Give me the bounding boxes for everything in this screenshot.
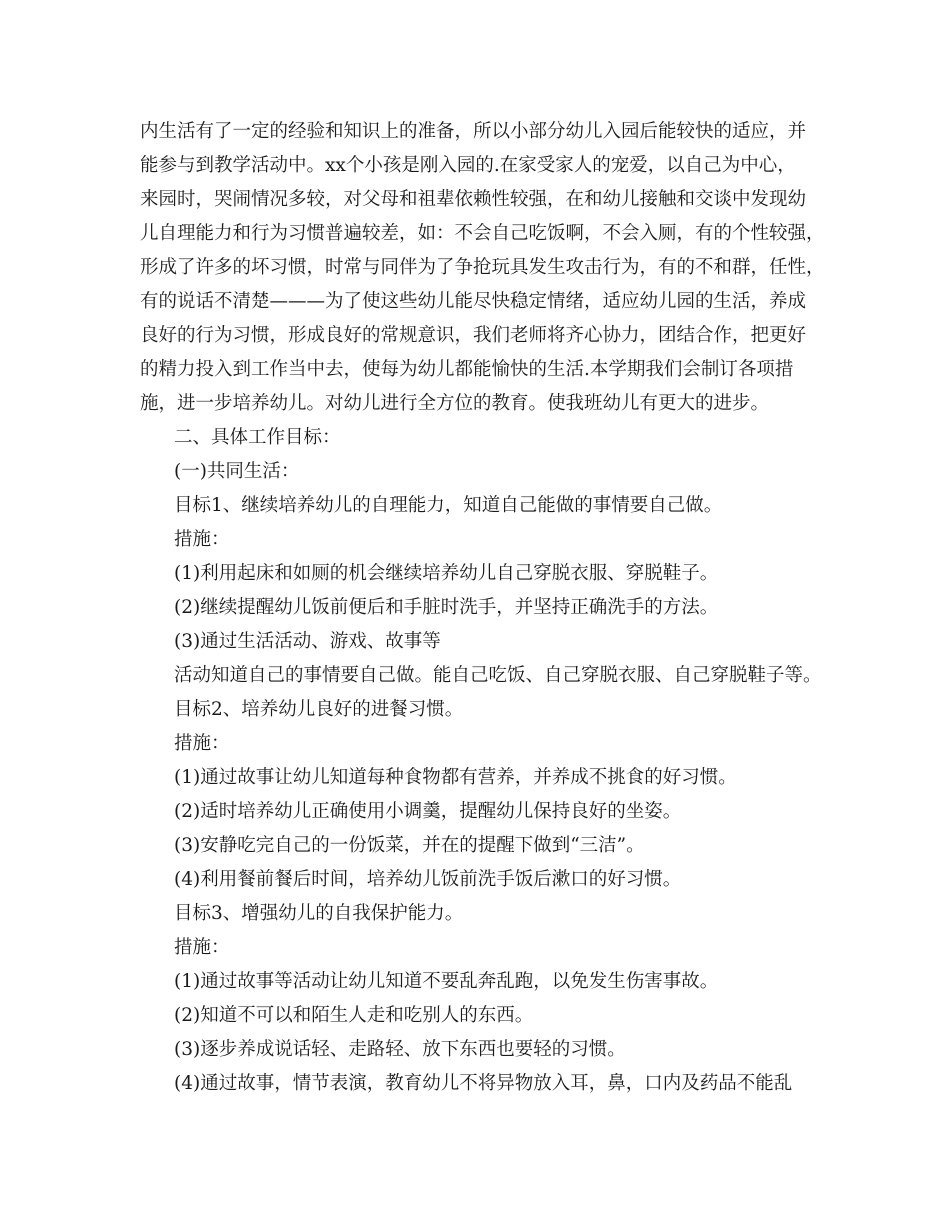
subsection-heading: (一)共同生活： xyxy=(174,461,300,482)
paragraph-line: 来园时，哭闹情况多较，对父母和祖辈依赖性较强，在和幼儿接触和交谈中发现幼 xyxy=(140,189,807,210)
paragraph-line: 有的说话不清楚———为了使这些幼儿能尽快稳定情绪，适应幼儿园的生活，养成 xyxy=(140,291,807,312)
measure-item: (3)通过生活活动、游戏、故事等 xyxy=(174,631,441,652)
goal-title: 目标3、增强幼儿的自我保护能力。 xyxy=(174,903,464,924)
measures-label: 措施： xyxy=(174,529,230,550)
measure-item: (4)通过故事，情节表演，教育幼儿不将异物放入耳，鼻，口内及药品不能乱 xyxy=(174,1073,793,1094)
measure-item: (1)通过故事等活动让幼儿知道不要乱奔乱跑，以免发生伤害事故。 xyxy=(174,971,719,992)
goal-title: 目标1、继续培养幼儿的自理能力，知道自己能做的事情要自己做。 xyxy=(174,495,723,516)
paragraph-line: 儿自理能力和行为习惯普遍较差，如：不会自己吃饭啊，不会入厕，有的个性较强， xyxy=(140,223,825,244)
measure-item: (3)安静吃完自己的一份饭菜，并在的提醒下做到“三洁”。 xyxy=(174,835,645,856)
measure-item: (1)通过故事让幼儿知道每种食物都有营养，并养成不挑食的好习惯。 xyxy=(174,767,737,788)
measure-item: (1)利用起床和如厕的机会继续培养幼儿自己穿脱衣服、穿脱鞋子。 xyxy=(174,563,719,584)
measure-item: (2)知道不可以和陌生人走和吃别人的东西。 xyxy=(174,1005,534,1026)
section-heading: 二、具体工作目标： xyxy=(174,427,341,448)
paragraph-line: 施，进一步培养幼儿。对幼儿进行全方位的教育。使我班幼儿有更大的进步。 xyxy=(140,393,770,414)
measure-item: (4)利用餐前餐后时间，培养幼儿饭前洗手饭后漱口的好习惯。 xyxy=(174,869,682,890)
measure-item: (2)适时培养幼儿正确使用小调羹，提醒幼儿保持良好的坐姿。 xyxy=(174,801,682,822)
goal-title: 目标2、培养幼儿良好的进餐习惯。 xyxy=(174,699,464,720)
measure-continuation: 活动知道自己的事情要自己做。能自己吃饭、自己穿脱衣服、自己穿脱鞋子等。 xyxy=(174,665,822,686)
paragraph-line: 的精力投入到工作当中去，使每为幼儿都能愉快的生活.本学期我们会制订各项措 xyxy=(140,359,794,380)
measure-item: (3)逐步养成说话轻、走路轻、放下东西也要轻的习惯。 xyxy=(174,1039,626,1060)
measures-label: 措施： xyxy=(174,937,230,958)
paragraph-line: 能参与到教学活动中。xx个小孩是刚入园的.在家受家人的宠爱，以自己为中心， xyxy=(140,155,796,176)
measures-label: 措施： xyxy=(174,733,230,754)
paragraph-line: 内生活有了一定的经验和知识上的准备，所以小部分幼儿入园后能较快的适应，并 xyxy=(140,121,807,142)
paragraph-line: 良好的行为习惯，形成良好的常规意识，我们老师将齐心协力，团结合作，把更好 xyxy=(140,325,807,346)
measure-item: (2)继续提醒幼儿饭前便后和手脏时洗手，并坚持正确洗手的方法。 xyxy=(174,597,719,618)
paragraph-line: 形成了许多的坏习惯，时常与同伴为了争抢玩具发生攻击行为，有的不和群，任性， xyxy=(140,257,825,278)
